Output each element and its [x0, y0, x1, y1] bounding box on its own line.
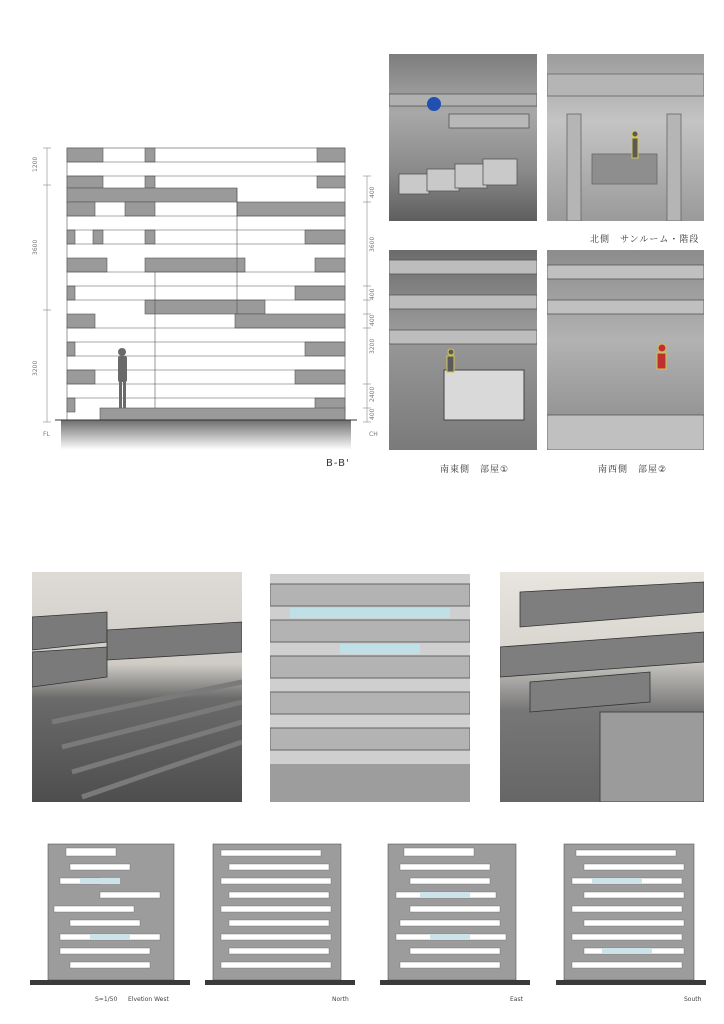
beam-pattern [389, 250, 537, 450]
dim-right-3: 400 [369, 288, 376, 300]
ground-label-right: CH [369, 431, 378, 438]
beam-pattern [547, 54, 704, 221]
beam-pattern [389, 54, 537, 221]
elevation-north-title: North [332, 996, 349, 1003]
model-photo-north-1 [389, 54, 537, 221]
elevation-west-title: Elvetion West [128, 996, 169, 1003]
dim-right-2: 3600 [369, 236, 376, 252]
dim-left-1: 1200 [32, 156, 39, 172]
person-figure-icon [447, 349, 454, 372]
beam-pattern [500, 572, 704, 802]
beam-pattern [270, 574, 470, 802]
person-figure-icon [632, 131, 638, 158]
dim-right-7: 400 [369, 408, 376, 420]
model-photo-north-2 [547, 54, 704, 221]
section-drawing [25, 140, 385, 460]
model-photo-southeast [389, 250, 537, 450]
elevation-west [30, 838, 190, 990]
section-title: B-B' [326, 458, 350, 469]
elevation-east [380, 838, 530, 990]
dim-right-1: 400 [369, 186, 376, 198]
section-slabs [67, 148, 345, 420]
caption-southwest: 南西側 部屋② [598, 465, 668, 475]
elevation-south [556, 838, 706, 990]
model-photo-middle-left [32, 572, 242, 802]
dim-left-3: 3200 [32, 360, 39, 376]
dim-right-6: 2400 [369, 386, 376, 402]
caption-southeast: 南東側 部屋① [440, 465, 510, 475]
elevation-north [205, 838, 355, 990]
ground-slab [61, 420, 351, 450]
model-photo-middle-right [500, 572, 704, 802]
dim-right-4: 400 [369, 314, 376, 326]
elevation-south-title: South [684, 996, 702, 1003]
dim-left-2: 3600 [32, 239, 39, 255]
model-photo-middle-center [270, 574, 470, 802]
ground-label-left: FL [43, 431, 50, 438]
beam-pattern [32, 572, 242, 802]
beam-pattern [547, 250, 704, 450]
dim-right-5: 3200 [369, 338, 376, 354]
person-figure-icon [657, 344, 666, 369]
elevation-east-title: East [510, 996, 523, 1003]
left-dimension-line [43, 148, 51, 422]
model-photo-southwest [547, 250, 704, 450]
caption-north: 北側 サンルーム・階段 [590, 235, 700, 245]
elevation-scale: S=1/50 [95, 996, 118, 1003]
